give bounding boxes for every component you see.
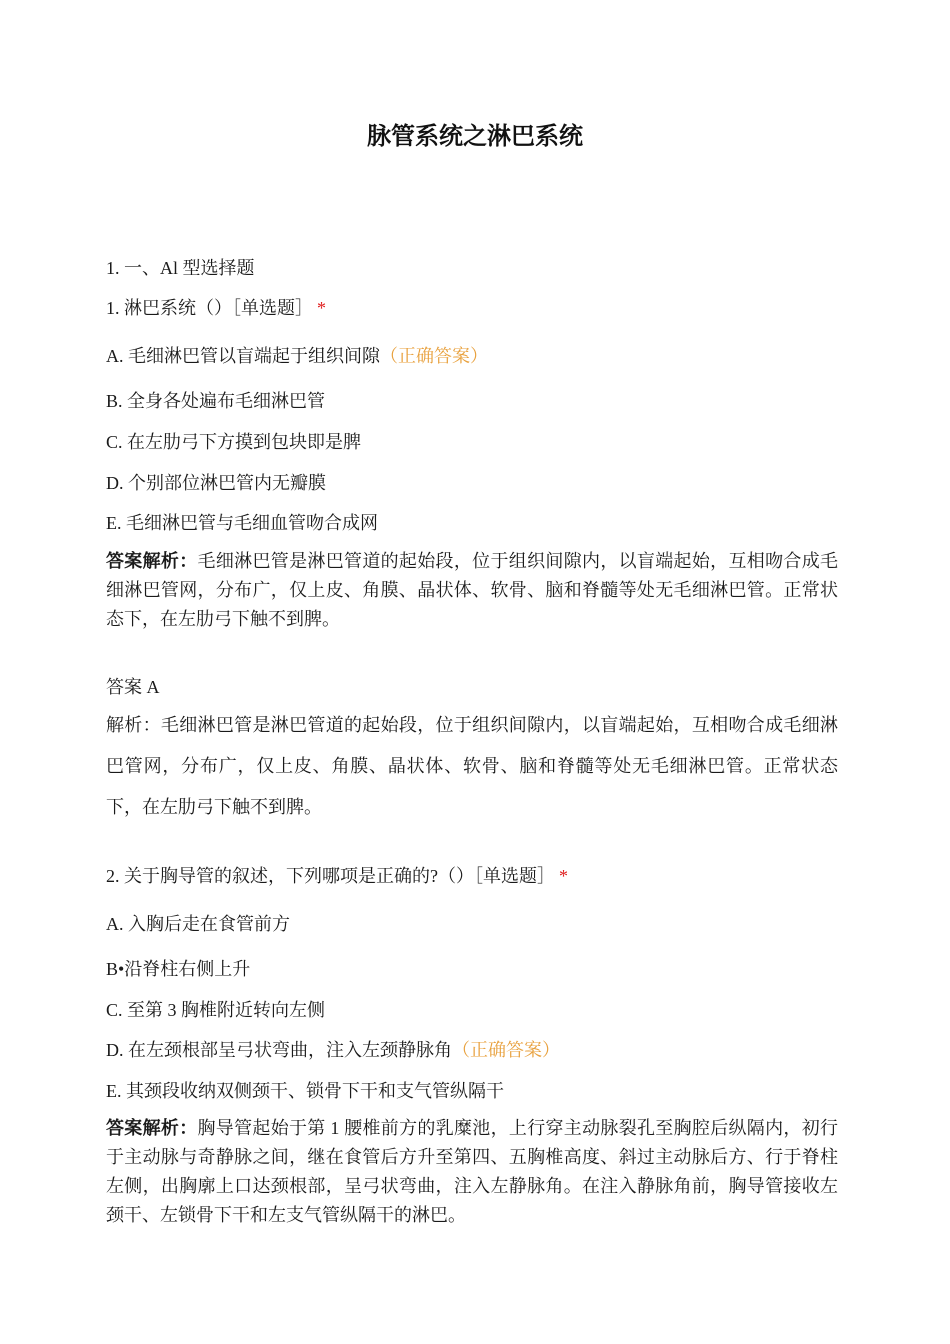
q2-option-d (106, 1038, 560, 1062)
q2-answer-analysis (106, 1114, 838, 1230)
q2-option-b (106, 957, 250, 981)
question-2-stem (106, 864, 568, 888)
question-1-text: 1. 淋巴系统（）［单选题］ (106, 298, 313, 318)
option-text: C. 至第 3 胸椎附近转向左侧 (106, 1000, 326, 1020)
q1-answer-analysis (106, 547, 838, 634)
correct-answer-label: （正确答案） (380, 346, 488, 366)
q1-option-a (106, 344, 488, 368)
required-mark: * (317, 298, 326, 318)
option-text: A. 入胸后走在食管前方 (106, 914, 290, 934)
option-text: E. 其颈段收纳双侧颈干、锁骨下干和支气管纵隔干 (106, 1081, 504, 1101)
option-text: C. 在左肋弓下方摸到包块即是脾 (106, 432, 362, 452)
option-text: A. 毛细淋巴管以盲端起于组织间隙 (106, 346, 380, 366)
option-text: D. 在左颈根部呈弓状弯曲，注入左颈静脉角 (106, 1040, 452, 1060)
option-text: D. 个别部位淋巴管内无瓣膜 (106, 473, 326, 493)
option-text: B. 全身各处遍布毛细淋巴管 (106, 391, 326, 411)
q1-answer-line: 答案 A (106, 677, 160, 697)
option-text: B•沿脊柱右侧上升 (106, 959, 251, 979)
q2-option-a (106, 912, 290, 936)
q2-option-e (106, 1079, 504, 1103)
page-title: 脉管系统之淋巴系统 (367, 122, 583, 150)
question-2-text: 2. 关于胸导管的叙述，下列哪项是正确的?（）［单选题］ (106, 866, 555, 886)
question-1-stem (106, 296, 326, 320)
correct-answer-label: （正确答案） (452, 1040, 560, 1060)
section-heading: 1. 一、Al 型选择题 (106, 258, 255, 278)
analysis-text: 毛细淋巴管是淋巴管道的起始段，位于组织间隙内，以盲端起始，互相吻合成毛细淋巴管网，分布广，仅上皮、角膜、晶状体、软骨、脑和脊髓等处无毛细淋巴管。正常状态下，在左肋弓下触不到脾。 (106, 551, 839, 629)
required-mark: * (559, 866, 568, 886)
q1-option-d (106, 471, 326, 495)
analysis-text: 胸导管起始于第 1 腰椎前方的乳糜池，上行穿主动脉裂孔至胸腔后纵隔内，初行于主动脉与奇静脉之间，继在食管后方升至第四、五胸椎高度、斜过主动脉后方、行于脊柱左侧，出胸廓上口达颈根部，呈弓状弯曲，注入左静脉角。在注入静脉角前，胸导管接收左颈干、左锁骨下干和左支气管纵隔干的淋巴。 (106, 1118, 838, 1225)
q2-option-c (106, 998, 325, 1022)
q1-option-e (106, 511, 378, 535)
option-text: E. 毛细淋巴管与毛细血管吻合成网 (106, 513, 378, 533)
analysis-label: 答案解析： (106, 1118, 198, 1138)
q1-option-b (106, 389, 325, 413)
analysis-label: 答案解析： (106, 551, 198, 571)
q1-explanation: 解析：毛细淋巴管是淋巴管道的起始段，位于组织间隙内，以盲端起始，互相吻合成毛细淋巴管网，分布广，仅上皮、角膜、晶状体、软骨、脑和脊髓等处无毛细淋巴管。正常状态下，在左肋弓下触不到脾。 (106, 715, 838, 817)
q1-option-c (106, 430, 361, 454)
